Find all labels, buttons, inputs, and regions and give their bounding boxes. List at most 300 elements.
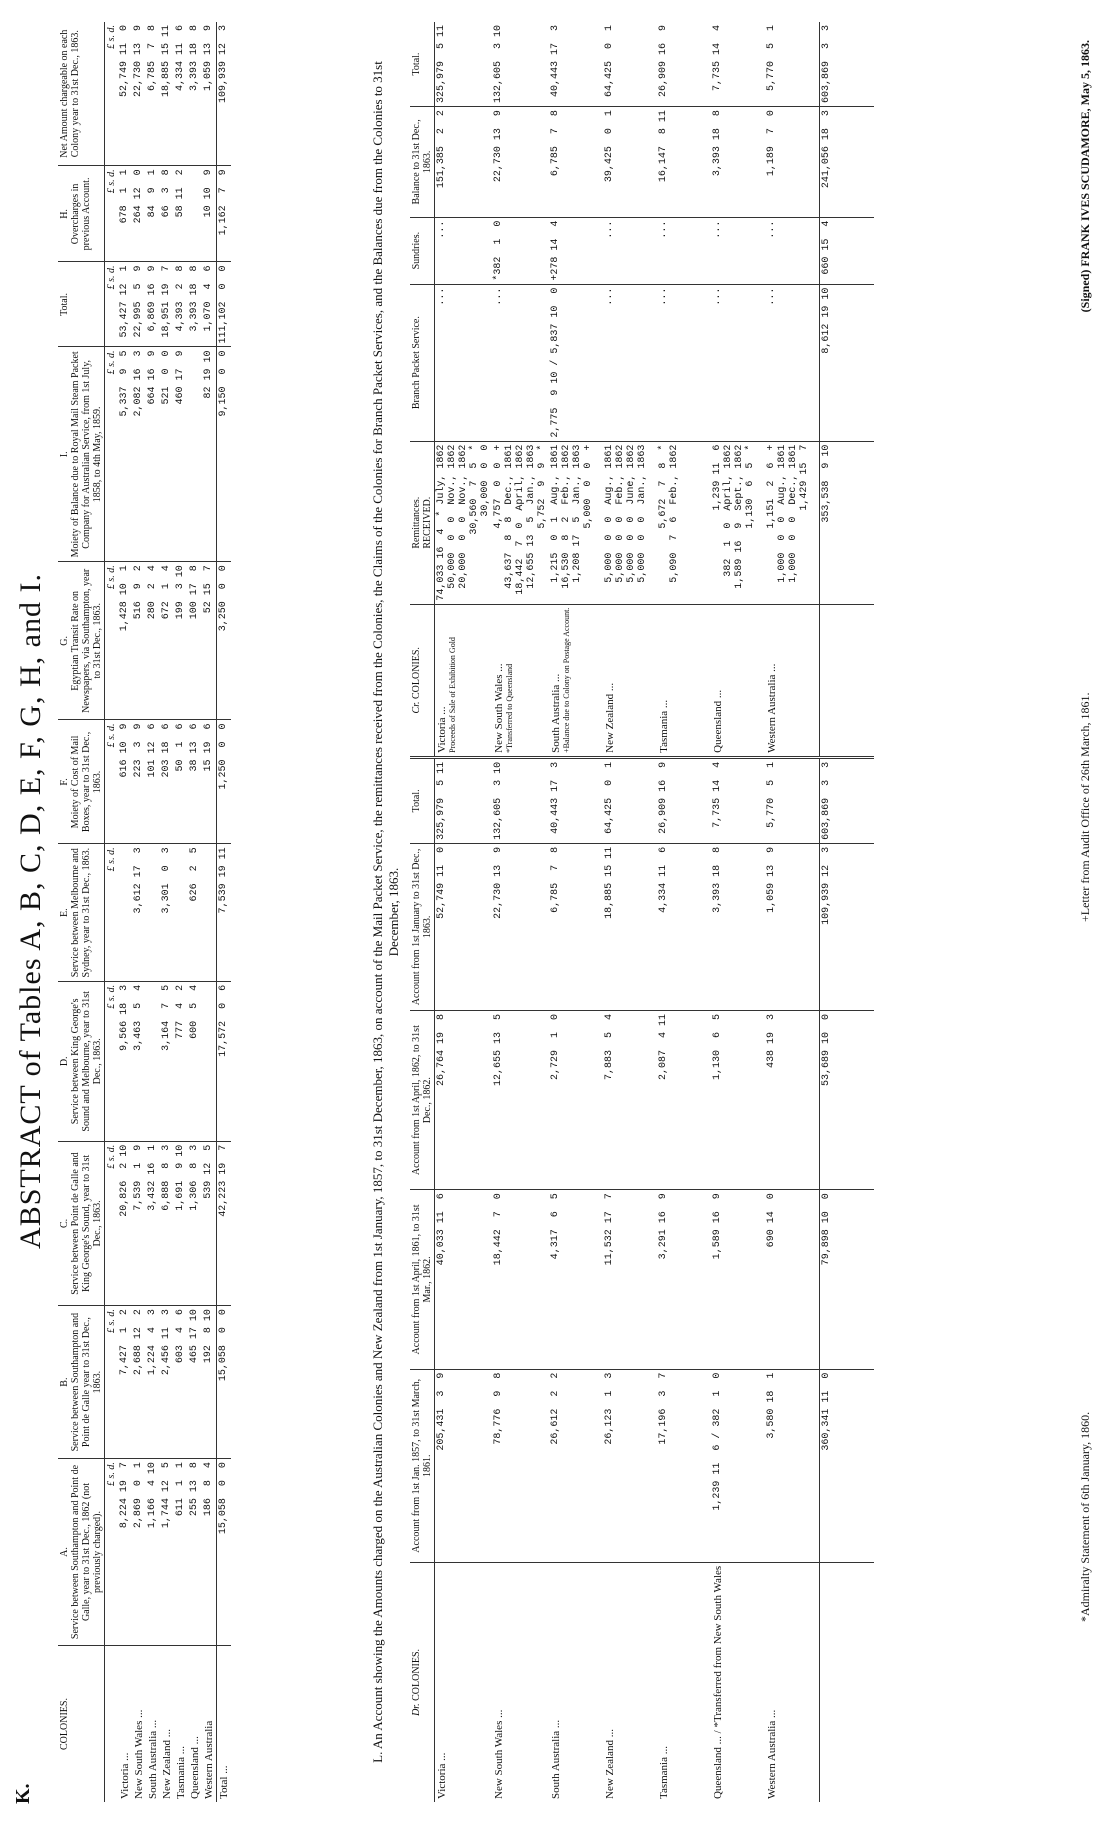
amount-cell: 52,749 11 0 xyxy=(435,843,493,1010)
col-letter-2: C. xyxy=(59,1218,70,1229)
amount-cell: 664 16 9 xyxy=(146,347,160,562)
units-cell-5: £ s. d. xyxy=(105,720,119,844)
table-l-colonies-header xyxy=(410,1562,435,1802)
units-cell-4: £ s. d. xyxy=(105,844,119,981)
remittance-line: 5,000 0 0 Aug., 1861 xyxy=(604,444,615,583)
abstract-table-k xyxy=(58,22,231,1802)
amount-cell: 26,764 19 8 xyxy=(435,1010,493,1189)
branch-packet-cell: ... xyxy=(711,284,765,441)
amount-cell: 616 10 9 xyxy=(118,720,132,844)
total-cell: 3,250 0 0 xyxy=(217,562,232,720)
amount-cell: 7,539 1 9 xyxy=(132,1141,146,1305)
dr-col-header-0: Account from 1st Jan. 1857, to 31st March, 1861. xyxy=(410,1369,435,1562)
total-cell: 53,689 10 0 xyxy=(820,1010,875,1189)
amount-cell xyxy=(174,844,188,981)
amount-cell: 1,224 4 3 xyxy=(146,1306,160,1459)
sundries-cell: *382 1 0 xyxy=(492,217,549,284)
cr-total-cell: 5,770 5 1 xyxy=(765,22,820,107)
amount-cell: 2,688 12 2 xyxy=(132,1306,146,1459)
amount-cell: 2,082 16 3 xyxy=(132,347,146,562)
units-cell-2: £ s. d. xyxy=(105,1141,119,1305)
amount-cell: 3,463 5 4 xyxy=(132,981,146,1141)
cr-total-cell: 132,605 3 10 xyxy=(492,22,549,107)
cr-total-cell: 603,869 3 3 xyxy=(820,22,875,107)
cr-total-cell: 40,443 17 3 xyxy=(549,22,603,107)
cr-colony-cell xyxy=(549,604,603,757)
col-desc-7: Moiety of Balance due to Royal Mail Steam Packet Company for Australian Service, from 1st July, 1858, to 4th May, 1859. xyxy=(70,351,103,558)
amount-cell xyxy=(188,166,202,262)
table-row xyxy=(146,22,160,1802)
amount-cell: 22,995 5 9 xyxy=(132,262,146,347)
cr-total-cell: 353,538 9 10 xyxy=(820,441,875,604)
table-l-colonies-label: COLONIES. xyxy=(411,1648,422,1701)
table-row xyxy=(132,22,146,1802)
amount-cell: 539 12 5 xyxy=(202,1141,217,1305)
table-row xyxy=(174,22,188,1802)
remittance-line: 30,000 0 0 xyxy=(480,444,491,517)
cr-total-cell: 7,735 14 4 xyxy=(711,22,765,107)
amount-cell: 3,612 17 3 xyxy=(132,844,146,981)
amount-cell: 4,334 11 6 xyxy=(174,22,188,166)
table-k-header-row xyxy=(58,22,105,1802)
table-row xyxy=(657,22,711,1802)
sundries-cell: ... xyxy=(435,217,493,284)
table-row xyxy=(160,22,174,1802)
remittances-cell xyxy=(765,441,820,604)
dr-label: Dr. xyxy=(411,1703,422,1716)
totals-row xyxy=(820,22,875,1802)
amount-cell: 2,456 11 3 xyxy=(160,1306,174,1459)
amount-cell: 53,427 12 1 xyxy=(118,262,132,347)
remittance-line: 1,130 6 5 * xyxy=(745,444,756,529)
total-cell: 17,572 0 6 xyxy=(217,981,232,1141)
amount-cell: 10 10 9 xyxy=(202,166,217,262)
amount-cell: 1,059 13 9 xyxy=(765,843,820,1010)
col-letter-5: F. xyxy=(59,778,70,786)
total-cell: 109,939 12 3 xyxy=(217,22,232,166)
amount-cell: 199 3 10 xyxy=(174,562,188,720)
amount-cell: 4,334 11 6 xyxy=(657,843,711,1010)
amount-cell: 17,196 3 7 xyxy=(657,1369,711,1562)
cr-note: +Balance due to Colony on Postage Account. xyxy=(562,607,571,753)
table-row xyxy=(118,22,132,1802)
cr-col-header-2: Branch Packet Service. xyxy=(410,284,435,441)
col-letter-0: A. xyxy=(59,1547,70,1557)
cr-colony-name: Queensland ... xyxy=(712,689,724,753)
total-cell: 603,869 3 3 xyxy=(820,757,875,843)
table-k-col-header-10 xyxy=(58,22,105,166)
amount-cell: 18,885 15 11 xyxy=(603,843,657,1010)
account-l-heading: L. An Account showing the Amounts charged on the Australian Colonies and New Zealand from 1st January, 1857, to 31st December, 1863, on account of the Mail Packet Service, the remittances received from the Colonies, the Claims of the Colonies for Branch Packet Services, and the Balances due from the Colonies to 31st December, 1863. xyxy=(370,61,402,1763)
col-desc-6: Egyptian Transit Rate on Newspapers, via Southampton, year to 31st Dec., 1863. xyxy=(70,568,103,713)
col-letter-1: B. xyxy=(59,1377,70,1387)
amount-cell: 603 4 6 xyxy=(174,1306,188,1459)
cr-colony-name: New Zealand ... xyxy=(604,682,616,753)
col-desc-9: Overcharges in previous Account. xyxy=(70,177,92,251)
amount-cell: 2,869 0 1 xyxy=(132,1459,146,1646)
remittance-line: 1,208 17 5 Jan., 1863 xyxy=(572,444,583,583)
balance-cell: 1,189 7 0 xyxy=(765,107,820,218)
cr-colony-cell xyxy=(435,604,493,757)
amount-cell: 6,869 16 9 xyxy=(146,262,160,347)
total-label-blank xyxy=(820,1562,875,1802)
remittance-line: 12,655 13 5 Jan., 1863 xyxy=(526,444,537,589)
table-row xyxy=(603,22,657,1802)
footnote-audit: +Letter from Audit Office of 26th March, 1861. xyxy=(1078,692,1092,922)
remittance-line: 16,530 8 2 Feb., 1862 xyxy=(561,444,572,589)
amount-cell: 1,070 4 6 xyxy=(202,262,217,347)
col-letter-3: D. xyxy=(59,1056,70,1067)
units-cell-10: £ s. d. xyxy=(105,22,119,166)
cr-colony-cell xyxy=(765,604,820,757)
remittances-header xyxy=(410,441,435,604)
total-cell: 7,539 19 11 xyxy=(217,844,232,981)
table-row xyxy=(711,22,765,1802)
total-cell: 15,058 0 0 xyxy=(217,1306,232,1459)
amount-cell: 3,432 16 1 xyxy=(146,1141,160,1305)
amount-cell: 192 8 10 xyxy=(202,1306,217,1459)
amount-cell: 18,442 7 0 xyxy=(492,1190,549,1369)
amount-cell: 7,735 14 4 xyxy=(711,757,765,843)
amount-cell: 3,393 18 8 xyxy=(188,22,202,166)
amount-cell: 40,033 11 6 xyxy=(435,1190,493,1369)
table-row xyxy=(765,22,820,1802)
balance-cell: 151,385 2 2 xyxy=(435,107,493,218)
col-desc-8: Total. xyxy=(59,293,70,316)
amount-cell: 205,431 3 9 xyxy=(435,1369,493,1562)
cr-colony-cell xyxy=(603,604,657,757)
amount-cell: 2,729 1 0 xyxy=(549,1010,603,1189)
table-k-col-header-9 xyxy=(58,166,105,262)
amount-cell: 3,164 7 5 xyxy=(160,981,174,1141)
table-k-col-header-8 xyxy=(58,262,105,347)
table-k-col-header-6 xyxy=(58,562,105,720)
col-desc-1: Service between Southampton and Point de Galle year to 31st Dec., 1863. xyxy=(70,1312,103,1452)
remittance-line: 1,000 0 0 Dec., 1861 xyxy=(788,444,799,583)
account-table-l xyxy=(410,22,874,1802)
remittance-line: 18,442 7 0 April, 1862 xyxy=(515,444,526,595)
amount-cell: 82 19 10 xyxy=(202,347,217,562)
amount-cell: 6,888 8 3 xyxy=(160,1141,174,1305)
amount-cell: 20,826 2 10 xyxy=(118,1141,132,1305)
balance-cell: 22,730 13 9 xyxy=(492,107,549,218)
amount-cell xyxy=(202,844,217,981)
amount-cell: 58 11 2 xyxy=(174,166,188,262)
amount-cell: 203 18 6 xyxy=(160,720,174,844)
remittance-line: 30,560 7 5 * xyxy=(469,444,480,535)
colony-name: New Zealand ... xyxy=(604,1729,616,1799)
balance-cell: 16,147 8 11 xyxy=(657,107,711,218)
cr-col-header-3: Sundries. xyxy=(410,217,435,284)
table-k-col-header-3 xyxy=(58,981,105,1141)
total-cell: 1,250 0 0 xyxy=(217,720,232,844)
table-k-colonies-header: COLONIES. xyxy=(58,1646,105,1803)
amount-cell: 6,785 7 8 xyxy=(549,843,603,1010)
dr-col-header-3: Account from 1st January to 31st Dec., 1863. xyxy=(410,843,435,1010)
amount-cell: 12,655 13 5 xyxy=(492,1010,549,1189)
colony-name: Queensland ... / *Transferred from New South Wales xyxy=(712,1565,724,1799)
amount-cell: 516 9 2 xyxy=(132,562,146,720)
signature-line: (Signed) FRANK IVES SCUDAMORE, May 5, 1863. xyxy=(1078,40,1092,313)
colony-name: Tasmania ... xyxy=(175,1746,187,1799)
branch-packet-cell: ... xyxy=(603,284,657,441)
remittance-line: 1,215 0 1 Aug., 1861 xyxy=(550,444,561,583)
cr-label: Cr. xyxy=(411,701,422,714)
amount-cell: 1,306 8 3 xyxy=(188,1141,202,1305)
cr-colony-cell xyxy=(492,604,549,757)
amount-cell: 611 1 1 xyxy=(174,1459,188,1646)
amount-cell: 78,776 9 8 xyxy=(492,1369,549,1562)
amount-cell: 101 12 6 xyxy=(146,720,160,844)
amount-cell xyxy=(202,981,217,1141)
amount-cell: 50 1 6 xyxy=(174,720,188,844)
sundries-cell: ... xyxy=(711,217,765,284)
amount-cell: 678 1 1 xyxy=(118,166,132,262)
remittances-cell xyxy=(711,441,765,604)
dr-col-header-2: Account from 1st April, 1862, to 31st Dec., 1862. xyxy=(410,1010,435,1189)
col-letter-6: G. xyxy=(59,635,70,646)
cr-total-cell: 64,425 0 1 xyxy=(603,22,657,107)
amount-cell: 1,239 11 6 / 382 1 0 xyxy=(711,1369,765,1562)
table-row xyxy=(492,22,549,1802)
col-desc-2: Service between Point de Galle and King George's Sound, year to 31st Dec., 1863. xyxy=(70,1152,103,1295)
cr-total-cell: 241,056 18 3 xyxy=(820,107,875,218)
cr-col-header-4: Balance to 31st Dec., 1863. xyxy=(410,107,435,218)
table-l-body xyxy=(435,22,875,1802)
amount-cell: 3,301 0 3 xyxy=(160,844,174,981)
units-cell-3: £ s. d. xyxy=(105,981,119,1141)
units-cell-8: £ s. d. xyxy=(105,262,119,347)
footnote-admiralty: *Admiralty Statement of 6th January, 1860. xyxy=(1078,1411,1092,1622)
colony-name: New Zealand ... xyxy=(161,1729,173,1799)
amount-cell: 15 19 6 xyxy=(202,720,217,844)
col-letter-4: E. xyxy=(59,908,70,917)
col-desc-4: Service between Melbourne and Sydney, year to 31st Dec., 1863. xyxy=(70,847,92,978)
amount-cell: 460 17 9 xyxy=(174,347,188,562)
cr-header xyxy=(410,604,435,757)
table-l-header-row xyxy=(410,22,435,1802)
cr-total-cell: 26,909 16 9 xyxy=(657,22,711,107)
total-cell: 1,162 7 9 xyxy=(217,166,232,262)
amount-cell: 1,059 13 9 xyxy=(202,22,217,166)
amount-cell: 325,979 5 11 xyxy=(435,757,493,843)
table-k-col-header-0 xyxy=(58,1459,105,1646)
amount-cell: 22,730 13 9 xyxy=(492,843,549,1010)
remittance-line: 382 1 0 April, 1862 xyxy=(723,444,734,577)
remittances-cell xyxy=(435,441,493,604)
sundries-cell: ... xyxy=(603,217,657,284)
amount-cell: 3,580 18 1 xyxy=(765,1369,820,1562)
remittance-line: 1,429 15 7 xyxy=(799,444,810,511)
amount-cell: 4,317 6 5 xyxy=(549,1190,603,1369)
amount-cell: 9,566 18 3 xyxy=(118,981,132,1141)
amount-cell: 280 2 4 xyxy=(146,562,160,720)
total-cell: 9,150 0 0 xyxy=(217,347,232,562)
amount-cell: 5,770 5 1 xyxy=(765,757,820,843)
totals-row xyxy=(217,22,232,1802)
amount-cell: 600 5 4 xyxy=(188,981,202,1141)
cr-colony-name: Western Australia ... xyxy=(766,663,778,753)
colony-name: Western Australia ... xyxy=(766,1709,778,1799)
table-row xyxy=(435,22,493,1802)
table-k-col-header-2 xyxy=(58,1141,105,1305)
sundries-cell: ... xyxy=(765,217,820,284)
amount-cell: 1,130 6 5 xyxy=(711,1010,765,1189)
cr-colony-name: Victoria ... xyxy=(436,706,448,753)
amount-cell: 52 15 7 xyxy=(202,562,217,720)
table-row xyxy=(188,22,202,1802)
table-k-col-header-7 xyxy=(58,347,105,562)
branch-packet-cell: ... xyxy=(765,284,820,441)
amount-cell: 6,785 7 8 xyxy=(146,22,160,166)
col-letter-7: I. xyxy=(59,451,70,458)
colony-name: Western Australia xyxy=(203,1720,215,1799)
amount-cell: 100 17 8 xyxy=(188,562,202,720)
remittance-line: 5,000 0 0 June, 1862 xyxy=(626,444,637,583)
balance-cell: 3,393 18 8 xyxy=(711,107,765,218)
table-row xyxy=(202,22,217,1802)
section-letter: K. xyxy=(12,1783,34,1804)
remittance-line: 4,757 0 0 + xyxy=(493,444,504,529)
amount-cell: 5,337 9 5 xyxy=(118,347,132,562)
amount-cell: 1,166 4 10 xyxy=(146,1459,160,1646)
remittance-line: 5,752 9 9 * xyxy=(537,444,548,529)
colony-name: South Australia ... xyxy=(147,1719,159,1799)
colony-name: New South Wales ... xyxy=(133,1709,145,1799)
cr-note: *Transferred to Queensland xyxy=(505,663,514,753)
amount-cell: 264 12 0 xyxy=(132,166,146,262)
received-label: RECEIVED. xyxy=(422,496,433,549)
amount-cell: 26,909 16 9 xyxy=(657,757,711,843)
units-cell-0: £ s. d. xyxy=(105,1459,119,1646)
balance-cell: 6,785 7 8 xyxy=(549,107,603,218)
total-cell: 111,102 0 0 xyxy=(217,262,232,347)
cr-total-cell: 8,612 19 10 xyxy=(820,284,875,441)
amount-cell: 223 3 9 xyxy=(132,720,146,844)
amount-cell: 40,443 17 3 xyxy=(549,757,603,843)
amount-cell: 84 9 1 xyxy=(146,166,160,262)
colony-name: Tasmania ... xyxy=(658,1746,670,1799)
amount-cell: 4,393 2 8 xyxy=(174,262,188,347)
table-k-col-header-5 xyxy=(58,720,105,844)
amount-cell xyxy=(118,844,132,981)
amount-cell: 52,749 11 0 xyxy=(118,22,132,166)
col-desc-3: Service between King George's Sound and Melbourne, year to 31st Dec., 1863. xyxy=(70,991,103,1132)
amount-cell: 8,224 19 7 xyxy=(118,1459,132,1646)
units-cell-9: £ s. d. xyxy=(105,166,119,262)
amount-cell: 1,589 16 9 xyxy=(711,1190,765,1369)
cr-colony-name: New South Wales ... xyxy=(493,663,505,753)
colony-name: Victoria ... xyxy=(119,1752,131,1799)
table-k-col-header-4 xyxy=(58,844,105,981)
amount-cell: 1,744 12 5 xyxy=(160,1459,174,1646)
units-cell-6: £ s. d. xyxy=(105,562,119,720)
remittance-line: 5,672 7 8 * xyxy=(658,444,669,529)
dr-col-header-1: Account from 1st April, 1861, to 31st Mar., 1862. xyxy=(410,1190,435,1369)
remittance-line: 74,033 16 4 * July, 1862 xyxy=(436,444,447,601)
remittances-label: Remittances. xyxy=(411,496,422,549)
amount-cell xyxy=(188,347,202,562)
cr-total-cell: 325,979 5 11 xyxy=(435,22,493,107)
col-desc-0: Service between Southampton and Point de Galle, year to 31st Dec., 1862 (not previously charged). xyxy=(70,1464,103,1640)
table-k-body xyxy=(118,22,231,1802)
cr-total-cell: 660 15 4 xyxy=(820,217,875,284)
total-cell: 360,341 11 0 xyxy=(820,1369,875,1562)
cr-colony-cell xyxy=(657,604,711,757)
dr-col-header-4: Total. xyxy=(410,757,435,843)
amount-cell: 66 3 8 xyxy=(160,166,174,262)
branch-packet-cell: ... xyxy=(657,284,711,441)
amount-cell xyxy=(146,981,160,1141)
amount-cell: 2,087 4 11 xyxy=(657,1010,711,1189)
branch-packet-cell: 2,775 9 10 / 5,837 10 0 xyxy=(549,284,603,441)
total-cell: 109,939 12 3 xyxy=(820,843,875,1010)
table-row xyxy=(549,22,603,1802)
cr-col-header-5: Total. xyxy=(410,22,435,107)
remittance-line: 5,000 0 0 + xyxy=(583,444,594,529)
amount-cell: 672 1 4 xyxy=(160,562,174,720)
remittance-line: 1,000 0 0 Aug., 1861 xyxy=(777,444,788,583)
remittances-cell xyxy=(657,441,711,604)
amount-cell: 3,393 18 8 xyxy=(711,843,765,1010)
remittance-line: 50,000 0 0 Nov., 1862 xyxy=(447,444,458,589)
sundries-cell: ... xyxy=(657,217,711,284)
amount-cell: 26,123 1 3 xyxy=(603,1369,657,1562)
amount-cell: 777 4 2 xyxy=(174,981,188,1141)
remittance-line: 1,151 2 6 + xyxy=(766,444,777,529)
amount-cell: 22,730 13 9 xyxy=(132,22,146,166)
total-cell: 15,058 0 0 xyxy=(217,1459,232,1646)
table-k-col-header-1 xyxy=(58,1306,105,1459)
sundries-cell: +278 14 4 xyxy=(549,217,603,284)
amount-cell: 132,605 3 10 xyxy=(492,757,549,843)
colony-name: New South Wales ... xyxy=(493,1709,505,1799)
colony-name: Queensland ... xyxy=(189,1736,201,1799)
remittance-line: 5,090 7 6 Feb., 1862 xyxy=(669,444,680,583)
amount-cell: 465 17 10 xyxy=(188,1306,202,1459)
table-k-units-row xyxy=(105,22,119,1802)
amount-cell: 186 8 4 xyxy=(202,1459,217,1646)
remittance-line: 1,589 16 9 Sept., 1862 xyxy=(734,444,745,589)
cr-colonies-label: COLONIES. xyxy=(411,647,422,700)
remittance-line: 5,000 0 0 Jan., 1863 xyxy=(637,444,648,583)
remittances-cell xyxy=(603,441,657,604)
remittance-line: 1,239 11 6 xyxy=(712,444,723,511)
amount-cell: 3,393 18 8 xyxy=(188,262,202,347)
branch-packet-cell: ... xyxy=(435,284,493,441)
amount-cell: 26,612 2 2 xyxy=(549,1369,603,1562)
remittance-line: 20,000 0 0 Nov., 1862 xyxy=(458,444,469,589)
amount-cell: 1,428 10 1 xyxy=(118,562,132,720)
total-label: Total ... xyxy=(217,1646,232,1803)
cr-colony-cell xyxy=(711,604,765,757)
cr-note: Proceeds of Sale of Exhibition Gold xyxy=(448,637,457,753)
col-desc-10: Net Amount chargeable on each Colony year to 31st Dec., 1863. xyxy=(59,29,81,158)
remittances-cell xyxy=(549,441,603,604)
units-cell-7: £ s. d. xyxy=(105,347,119,562)
amount-cell: 7,427 1 2 xyxy=(118,1306,132,1459)
cr-colony-name: South Australia ... xyxy=(550,673,562,753)
amount-cell: 521 0 0 xyxy=(160,347,174,562)
total-cell: 42,223 19 7 xyxy=(217,1141,232,1305)
amount-cell xyxy=(146,844,160,981)
total-cell: 79,898 10 0 xyxy=(820,1190,875,1369)
col-desc-5: Moiety of Cost of Mail Boxes, year to 31st Dec., 1863. xyxy=(70,731,103,833)
remittance-line: 5,000 0 0 Feb., 1862 xyxy=(615,444,626,583)
units-cell-1: £ s. d. xyxy=(105,1306,119,1459)
page-title: ABSTRACT of Tables A, B, C, D, E, F, G, H, and I. xyxy=(14,573,47,1249)
amount-cell: 626 2 5 xyxy=(188,844,202,981)
